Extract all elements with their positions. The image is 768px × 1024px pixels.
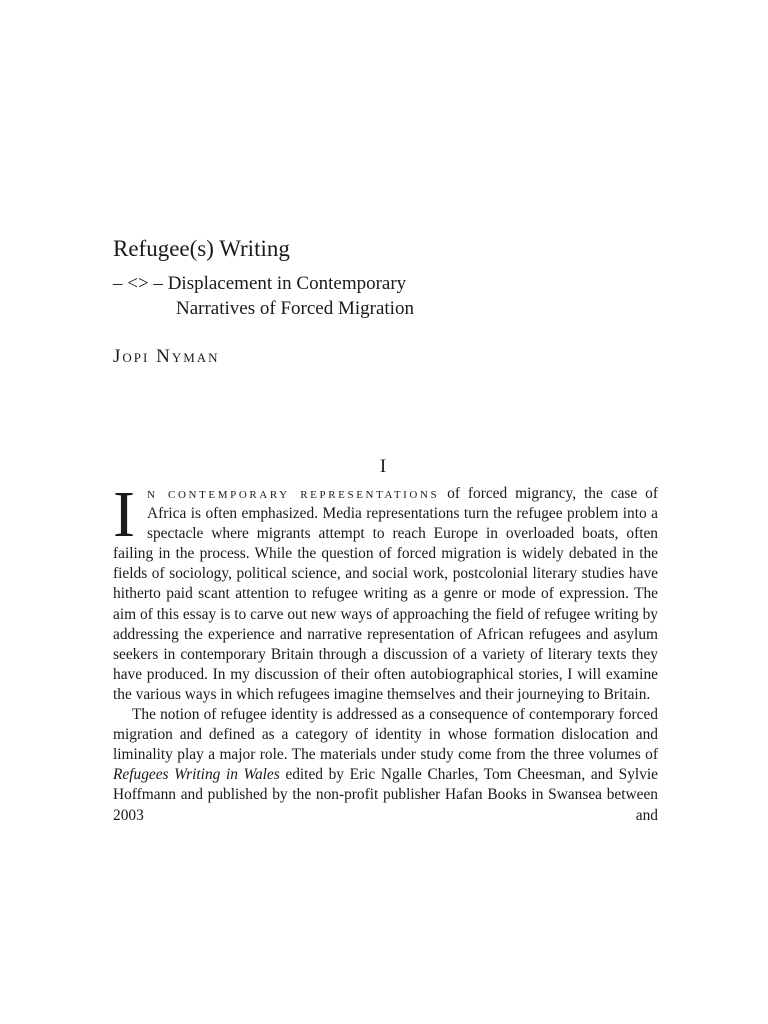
paragraph-2 bbox=[113, 705, 658, 826]
article-title: Refugee(s) Writing bbox=[113, 236, 290, 261]
book-title: Refugees Writing in Wales bbox=[113, 766, 280, 784]
subtitle-line-2: Narratives of Forced Migration bbox=[176, 298, 414, 319]
article-body bbox=[113, 478, 658, 826]
paragraph-2-text-b: edited by Eric Ngalle Charles, Tom Cheesman, and Sylvie Hoffmann and published by the non-profit publisher Hafan Books in Swansea between 2003 and bbox=[113, 766, 658, 824]
section-number: I bbox=[379, 456, 387, 477]
paragraph-2-text-a: The notion of refugee identity is addressed as a consequence of contemporary forced migration and defined as a category of identity in whose formation dislocation and liminality play a major role. The materials under study come from the three volumes of bbox=[113, 706, 658, 764]
paragraph-1-text: of forced migrancy, the case of Africa is often emphasized. Media representations turn the refugee problem into a spectacle where migrants attempt to reach Europe in overloaded boats, often failing in the process. While the question of forced migration is widely debated in the fields of sociology, political science, and social work, postcolonial literary studies have hitherto paid scant attention to refugee writing as a genre or mode of expression. The aim of this essay is to carve out new ways of approaching the field of refugee writing by addressing the experience and narrative representation of African refugees and asylum seekers in contemporary Britain through a discussion of a variety of literary texts they have produced. In my discussion of their often autobiographical stories, I will examine the various ways in which refugees imagine themselves and their journeying to Britain. bbox=[113, 485, 658, 703]
drop-cap: I bbox=[113, 478, 135, 551]
author-name: Jopi Nyman bbox=[113, 346, 220, 367]
subtitle-ornament: – <> – bbox=[113, 273, 163, 294]
subtitle-line-1: Displacement in Contemporary bbox=[167, 273, 407, 294]
lead-in-small-caps: n contemporary representations bbox=[146, 485, 440, 502]
paragraph-1 bbox=[113, 478, 658, 705]
article-subtitle bbox=[113, 271, 414, 321]
